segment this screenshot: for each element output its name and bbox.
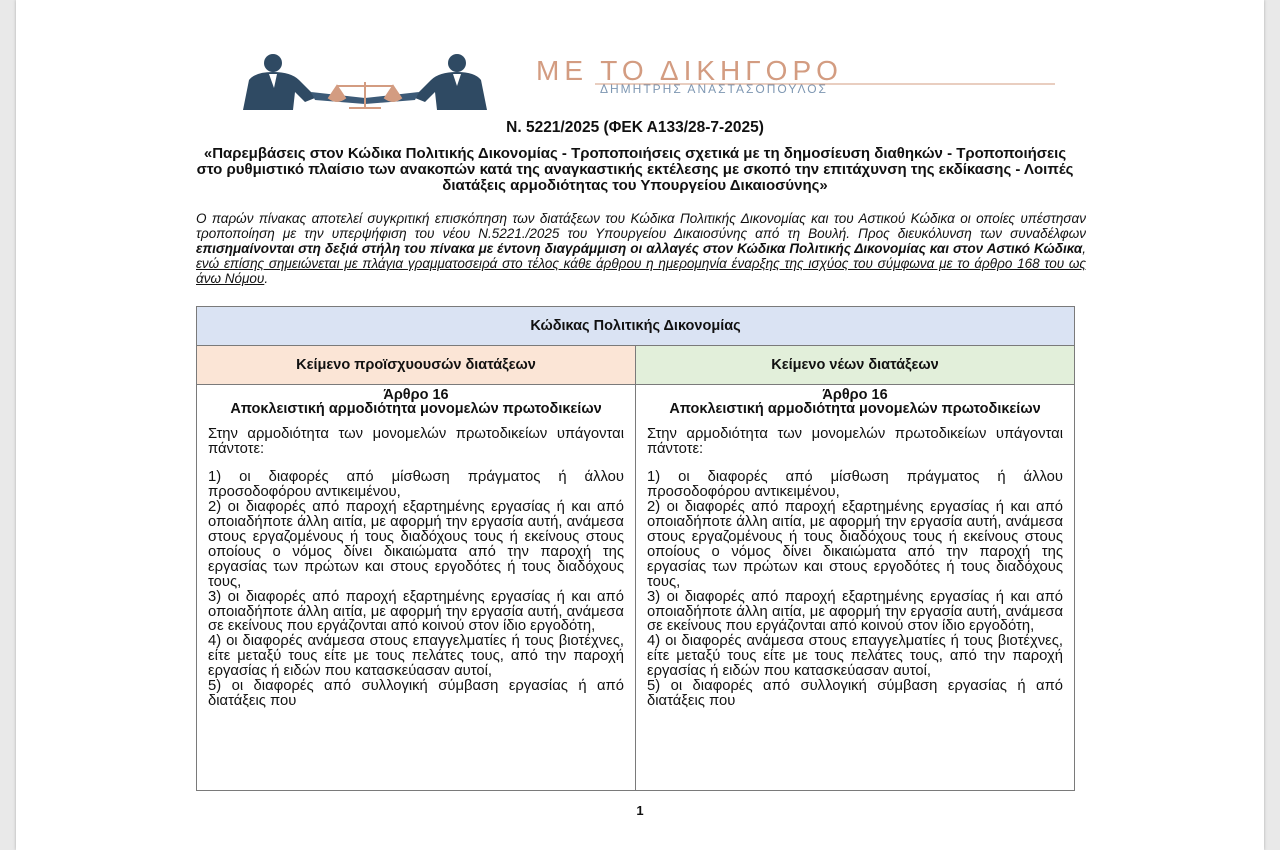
client-figure-icon [415, 54, 487, 110]
old-provisions-header: Κείμενο προϊσχυουσών διατάξεων [197, 346, 636, 385]
old-item-4: 4) οι διαφορές ανάμεσα στους επαγγελματίες ή τους βιοτέχνες, είτε μεταξύ τους είτε με τους πελάτες τους, από την παροχή εργασίας ή ειδών που κατασκεύασαν αυτοί, [208, 633, 624, 680]
old-item-1: 1) οι διαφορές από μίσθωση πράγματος ή άλλου προσοδοφόρου αντικειμένου, [208, 469, 624, 501]
intro-text-part1: Ο παρών πίνακας αποτελεί συγκριτική επισκόπηση των διατάξεων του Κώδικα Πολιτικής Δικονομίας και του Αστικού Κώδικα οι οποίες υπέστησαν τροποποίηση με την υπερψήφιση του νέου Ν.5221./2025 του Υπουργείου Δικαιοσύνης από τη Βουλή. Προς διευκόλυνση των συναδέλφων [196, 211, 1086, 241]
old-article-number: Άρθρο 16 [383, 387, 449, 403]
comparison-table [196, 306, 1075, 791]
intro-text-end: . [264, 271, 269, 286]
law-subtitle: «Παρεμβάσεις στον Κώδικα Πολιτικής Δικονομίας - Τροποποιήσεις σχετικά με τη δημοσίευση διαθηκών - Τροποποιήσεις στο ρυθμιστικό πλαίσιο των ανακοπών κατά της αναγκαστικής εκτέλεσης με σκοπό την επιτάχυνση της εκδίκασης - Λοιπές διατάξεις αρμοδιότητας του Υπουργείου Δικαιοσύνης» [196, 145, 1074, 194]
logo-title: ΜΕ ΤΟ ΔΙΚΗΓΟΡΟ [536, 55, 843, 86]
scale-of-justice-icon [329, 82, 401, 108]
new-item-1: 1) οι διαφορές από μίσθωση πράγματος ή άλλου προσοδοφόρου αντικειμένου, [647, 469, 1064, 501]
law-number: Ν. 5221/2025 (ΦΕΚ Α133/28-7-2025) [506, 119, 764, 136]
new-item-3: 3) οι διαφορές από παροχή εξαρτημένης εργασίας ή και από οποιαδήποτε άλλη αιτία, με αφορμή την εργασία αυτή, ανάμεσα σε εκείνους που εργάζονται από κοινού στον ίδιο εργοδότη, [647, 588, 1064, 635]
lawyer-figure-icon [243, 54, 315, 110]
new-article-number: Άρθρο 16 [822, 387, 888, 403]
old-item-5: 5) οι διαφορές από συλλογική σύμβαση εργασίας ή από διατάξεις που [208, 678, 624, 709]
new-item-2: 2) οι διαφορές από παροχή εξαρτημένης εργασίας ή και από οποιαδήποτε άλλη αιτία, με αφορμή την εργασία αυτή, ανάμεσα στους εργαζομένους ή τους διαδόχους τους ή εκείνους στους οποίους ο νόμος δίνει δικαιώματα από την παροχή της εργασίας των πρώτων και στους εργοδότες ή τους διαδόχους τους, [647, 499, 1064, 590]
intro-paragraph [196, 211, 1086, 286]
code-title-header: Κώδικας Πολιτικής Δικονομίας [197, 307, 1075, 346]
intro-highlight: επισημαίνονται στη δεξιά στήλη του πίνακα με έντονη διαγράμμιση οι αλλαγές στον Κώδικα Πολιτικής Δικονομίας και στον Αστικό Κώδικα [196, 241, 1083, 256]
old-article-name: Αποκλειστική αρμοδιότητα μονομελών πρωτοδικείων [230, 401, 602, 418]
new-provisions-cell [636, 385, 1075, 791]
old-item-3: 3) οι διαφορές από παροχή εξαρτημένης εργασίας ή και από οποιαδήποτε άλλη αιτία, με αφορμή την εργασία αυτή, ανάμεσα σε εκείνους που εργάζονται από κοινού στον ίδιο εργοδότη, [208, 588, 624, 635]
old-item-2: 2) οι διαφορές από παροχή εξαρτημένης εργασίας ή και από οποιαδήποτε άλλη αιτία, με αφορμή την εργασία αυτή, ανάμεσα στους εργαζομένους ή τους διαδόχους τους ή εκείνους στους οποίους ο νόμος δίνει δικαιώματα από την παροχή της εργασίας των πρώτων και στους εργοδότες ή τους διαδόχους τους, [208, 499, 624, 590]
logo-subtitle: ΔΗΜΗΤΡΗΣ ΑΝΑΣΤΑΣΟΠΟΥΛΟΣ [600, 82, 828, 96]
new-article-name: Αποκλειστική αρμοδιότητα μονομελών πρωτοδικείων [669, 401, 1041, 418]
old-provisions-cell [197, 385, 636, 791]
old-article-intro: Στην αρμοδιότητα των μονομελών πρωτοδικείων υπάγονται πάντοτε: [208, 425, 624, 457]
intro-text-part2: , [1082, 241, 1086, 256]
page-number: 1 [636, 803, 644, 818]
new-item-5: 5) οι διαφορές από συλλογική σύμβαση εργασίας ή από διατάξεις που [647, 678, 1064, 709]
intro-underlined-note: ενώ επίσης σημειώνεται με πλάγια γραμματοσειρά στο τέλος κάθε άρθρου η ημερομηνία έναρξης της ισχύος του σύμφωνα με το άρθρο 168 του ως άνω Νόμου [196, 256, 1086, 286]
new-provisions-header: Κείμενο νέων διατάξεων [636, 346, 1075, 385]
new-item-4: 4) οι διαφορές ανάμεσα στους επαγγελματίες ή τους βιοτέχνες, είτε μεταξύ τους είτε με τους πελάτες τους, από την παροχή εργασίας ή ειδών που κατασκεύασαν αυτοί, [647, 633, 1064, 680]
new-article-intro: Στην αρμοδιότητα των μονομελών πρωτοδικείων υπάγονται πάντοτε: [647, 425, 1064, 457]
